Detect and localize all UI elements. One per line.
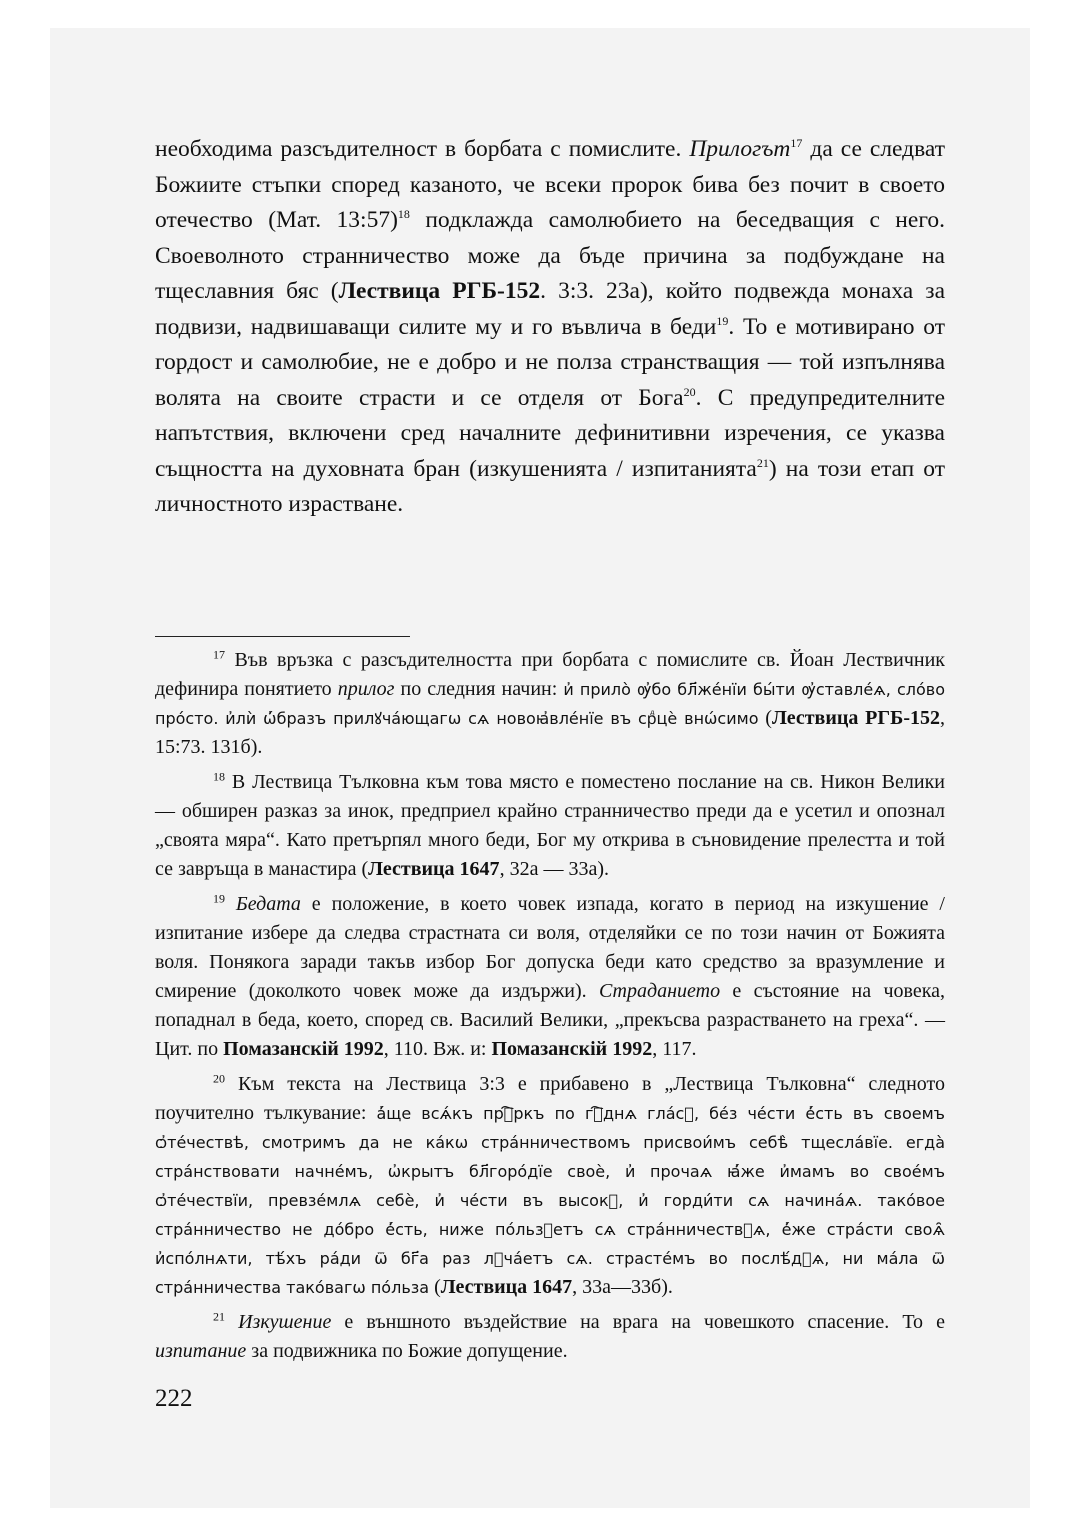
footnote-17: $^{17}$ Във връзка с разсъдителността при борбата с помислите св. Йоан Лествичник дефинира понятието прилог по следния начин: и҆ прило̀ ѹ҆бо бл҃же́нїи бы́ти ѹ҆ставле́ѧ, сло́во про́сто. и҆лѝ ѡ҆́бразъ прилꙋча́ющагѡ сѧ новоꙗ҆вле́нїе въ срⷣцѐ внѡ́симо (Лествица РГБ-152, 15:73. 131б).	[155, 646, 946, 758]
footnote-19: $^{19}$ Бедата е положение, в което човек изпада, когато в период на изкушение / изпитание избере да следва страстната си воля, отделяйки се по този начин от Божията воля. Понякога заради такъв избор Бог допуска беди като средство за вразумление и смирение (доколкото човек може да издържи). Страданието е състояние на човека, попаднал в беда, което, според св. Василий Велики, „прекъсва разрастването на греха“. — Цит. по Помазанскій 1992, 110. Вж. и: Помазанскій 1992, 117.	[155, 890, 945, 1060]
footnote-21: $^{21}$ Изкушение е външното въздействие на врага на човешкото спасение. То е изпитание за подвижника по Божие допущение.	[155, 1308, 945, 1362]
footnote-ref: 18	[397, 207, 410, 222]
footnote-ref: 20	[683, 384, 696, 399]
church-slavonic-quote: а҆́ще всѧ́къ прⷪ҇ркъ по гⷭ҇днѧ гла́сꙋ, бе́з че́сти е҆́сть въ своемъ ѻ҆те́чествѣ, смотримъ да не ка́кѡ стра́нничествомъ присвои́мъ себѣ̀ тщесла́вїе. егда̀ стра́нствовати начне́мъ, ѡ҆крытъ бл҃горо́дїе своѐ, и҆ прочаѧ ꙗ҆́же и҆мамъ во свое́мъ ѻ҆те́чествїи, превзе́млѧ себѐ, и҆ че́сти въ высокꙋ, и҆ горди́ти сѧ начина́ѧ. тако́вое стра́нничество не до́бро е҆́сть, ниже по́льзꙋетъ сѧ стра́нничествꙋѧ, е҆́же стра́сти своѧ̑ и҆спо́лнѧти, тѣ́хъ ра́ди ѿ бг҃а раз лꙋча́етъ сѧ. страсте́мъ во послѣ́дꙋѧ, ни ма́ла ѿ стра́нничества тако́вагѡ по́льза	[155, 1103, 945, 1297]
page-content	[155, 132, 945, 1372]
footnote-divider	[155, 636, 410, 637]
footnote-ref: 17	[790, 136, 803, 151]
footnote-ref: 19	[716, 313, 729, 328]
page-number: 222	[155, 1385, 193, 1412]
main-paragraph: необходима разсъдителност в борбата с помислите. Прилогът$^{17}$ да се следват Божиите стъпки според казаното, че всеки пророк бива без почит в своето отечество (Мат. 13:57)$^{18}$ подклажда самолюбието на беседващия с него. Своеволното странничество може да бъде причина за подбуждане на тщеславния бяс (Лествица РГБ-152. 3:3. 23а), който подвежда монаха за подвизи, надвишаващи силите му и го въвлича в беди$^{19}$. То е мотивирано от гордост и самолюбие, не е добро и не полза странстващия — той изпълнява волята на своите страсти и се отделя от Бога$^{20}$. С предупредителните напътствия, включени сред началните дефинитивни изречения, се указва същността на духовната бран (изкушенията / изпитанията$^{21}$) на този етап от личностното израстване.	[155, 136, 946, 517]
footnote-18: $^{18}$ В Лествица Тълковна към това място е поместено послание на св. Никон Велики — обширен разказ за инок, предприел крайно странничество преди да е усетил и опознал „своята мяра“. Като претърпял много беди, Бог му открива в съновидение прелестта и той се завръща в манастира (Лествица 1647, 32а — 33а).	[155, 768, 945, 880]
footnote-ref: 21	[756, 455, 769, 470]
church-slavonic-quote: и҆ прило̀ ѹ҆бо бл҃же́нїи бы́ти ѹ҆ставле́ѧ, сло́во про́сто. и҆лѝ ѡ҆́бразъ прилꙋча́ющагѡ сѧ новоꙗ҆вле́нїе въ срⷣцѐ внѡ́симо	[155, 679, 946, 728]
footnote-20: $^{20}$ Към текста на Лествица 3:3 е прибавено в „Лествица Тълковна“ следното поучително тълкувание: а҆́ще всѧ́къ прⷪ҇ркъ по гⷭ҇днѧ гла́сꙋ, бе́з че́сти е҆́сть въ своемъ ѻ҆те́чествѣ, смотримъ да не ка́кѡ стра́нничествомъ присвои́мъ себѣ̀ тщесла́вїе. егда̀ стра́нствовати начне́мъ, ѡ҆крытъ бл҃горо́дїе своѐ, и҆ прочаѧ ꙗ҆́же и҆мамъ во свое́мъ ѻ҆те́чествїи, превзе́млѧ себѐ, и҆ че́сти въ высокꙋ, и҆ горди́ти сѧ начина́ѧ. тако́вое стра́нничество не до́бро е҆́сть, ниже по́льзꙋетъ сѧ стра́нничествꙋѧ, е҆́же стра́сти своѧ̑ и҆спо́лнѧти, тѣ́хъ ра́ди ѿ бг҃а раз лꙋча́етъ сѧ. страсте́мъ во послѣ́дꙋѧ, ни ма́ла ѿ стра́нничества тако́вагѡ по́льза (Лествица 1647, 33а—33б).	[155, 1070, 945, 1298]
